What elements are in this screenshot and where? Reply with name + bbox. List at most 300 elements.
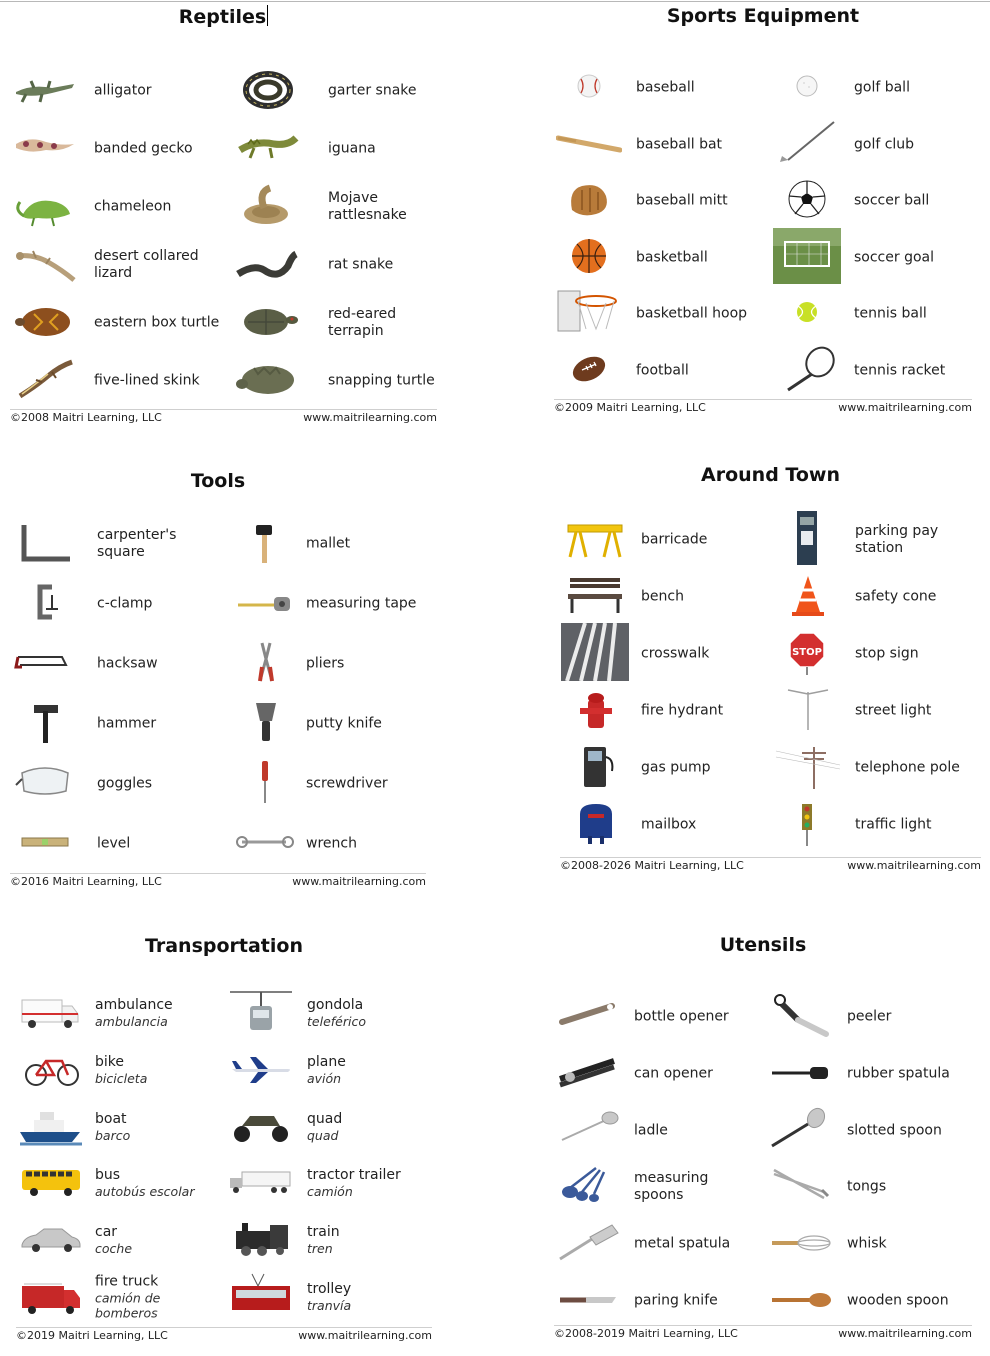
plane-icon-graphic	[228, 1045, 294, 1091]
card-label	[854, 136, 978, 153]
card-label	[94, 141, 228, 158]
trolley-icon	[226, 1271, 296, 1319]
card-label-spanish: camión	[307, 1184, 353, 1200]
pliers-icon-graphic	[232, 639, 298, 685]
card-label	[641, 760, 768, 777]
card-label	[306, 656, 432, 673]
metal-spatula-icon	[554, 1218, 624, 1266]
tongs-icon	[766, 1161, 836, 1209]
quad-icon-graphic	[228, 1102, 294, 1148]
card-label-spanish: teleférico	[307, 1014, 366, 1029]
card-box-turtle	[10, 297, 240, 349]
card-label-spanish: quad	[307, 1127, 339, 1143]
card-hammer	[10, 698, 240, 750]
rat-snake-icon	[232, 239, 302, 287]
card-label-text: measuring spoons	[634, 1170, 709, 1204]
card-label-text: hammer	[97, 715, 157, 732]
svg-text:STOP: STOP	[792, 647, 822, 658]
card-label-text: plane	[307, 1053, 346, 1070]
card-basketball	[554, 232, 784, 284]
card-fire-hydrant	[560, 685, 790, 737]
copyright-text: ©2016 Maitri Learning, LLC	[10, 875, 162, 888]
card-label-text: carpenter's square	[97, 527, 177, 560]
golf-ball-icon-graphic	[774, 63, 840, 109]
card-label	[641, 646, 768, 663]
card-label	[328, 190, 443, 224]
tongs-icon-graphic	[768, 1162, 834, 1208]
card-label	[854, 363, 978, 380]
card-safety-cone	[772, 571, 990, 623]
card-label-text: desert collared lizard	[94, 248, 199, 281]
card-gas-pump	[560, 742, 790, 794]
card-label	[636, 193, 768, 210]
quad-icon	[226, 1101, 296, 1149]
mailbox-icon-graphic	[562, 800, 628, 846]
card-label-text: bench	[641, 588, 684, 605]
snapping-turtle-icon-graphic	[234, 356, 300, 402]
card-label-text: boat	[95, 1110, 127, 1127]
card-carpenters-square	[10, 518, 240, 570]
gas-pump-icon-graphic	[562, 743, 628, 789]
card-label	[855, 646, 987, 663]
traffic-light-icon	[772, 799, 842, 847]
bike-icon-graphic	[18, 1045, 84, 1091]
panel-footer	[554, 1325, 972, 1340]
panel-title-text: Tools	[190, 470, 246, 492]
card-label-text: trolley	[307, 1281, 352, 1297]
card-label	[847, 1009, 978, 1026]
card-putty-knife	[230, 698, 460, 750]
card-label-text: telephone pole	[855, 759, 960, 776]
card-label-text: football	[636, 362, 689, 379]
garter-snake-icon-graphic	[234, 66, 300, 112]
panel-footer	[16, 1327, 432, 1342]
card-label	[306, 536, 432, 553]
paring-knife-icon	[554, 1275, 624, 1323]
card-label-spanish: tranvía	[307, 1298, 352, 1313]
c-clamp-icon-graphic	[12, 579, 78, 625]
card-label-text: golf club	[854, 136, 915, 153]
card-label	[307, 1281, 438, 1313]
card-label-text: measuring tape	[306, 595, 417, 612]
card-label	[636, 136, 768, 153]
card-ambulance	[16, 987, 246, 1039]
card-label	[306, 716, 432, 733]
tennis-ball-icon	[772, 288, 842, 336]
card-traffic-light	[772, 799, 990, 851]
card-label	[97, 716, 226, 733]
gecko-icon-graphic	[12, 124, 78, 170]
card-label	[854, 80, 978, 97]
card-label-text: wooden spoon	[847, 1292, 949, 1309]
card-train	[226, 1214, 456, 1266]
basketball-icon	[554, 232, 624, 280]
slotted-spoon-icon-graphic	[768, 1106, 834, 1152]
bench-icon-graphic	[562, 572, 628, 618]
card-car	[16, 1214, 246, 1266]
peeler-icon	[766, 991, 836, 1039]
card-label-text: putty knife	[306, 715, 382, 732]
card-c-clamp	[10, 578, 240, 630]
peeler-icon-graphic	[768, 992, 834, 1038]
card-label-spanish: bicicleta	[95, 1070, 148, 1086]
card-wrench	[230, 818, 460, 870]
skink-icon	[10, 355, 80, 403]
mallet-icon-graphic	[232, 519, 298, 565]
rattlesnake-icon-graphic	[234, 182, 300, 228]
card-pliers	[230, 638, 460, 690]
website-text: www.maitrilearning.com	[298, 1329, 432, 1342]
card-label	[97, 836, 226, 853]
bike-icon	[16, 1044, 86, 1092]
mallet-icon	[230, 518, 300, 566]
card-boat	[16, 1101, 246, 1153]
soccer-goal-icon	[772, 232, 842, 280]
card-tennis-racket	[772, 345, 990, 397]
card-label	[641, 532, 768, 549]
card-garter-snake	[232, 65, 462, 117]
stop-sign-icon-graphic	[774, 629, 840, 675]
card-can-opener	[554, 1048, 784, 1100]
card-label	[855, 760, 987, 777]
card-label	[855, 703, 987, 720]
barricade-icon-graphic	[562, 515, 628, 561]
card-label-text: whisk	[847, 1235, 887, 1252]
putty-knife-icon-graphic	[232, 699, 298, 745]
card-bus	[16, 1157, 246, 1209]
garter-snake-icon	[232, 65, 302, 113]
panel-title-text: Sports Equipment	[666, 5, 860, 27]
level-icon-graphic	[12, 819, 78, 865]
chameleon-icon	[10, 181, 80, 229]
card-label	[307, 1054, 438, 1086]
website-text: www.maitrilearning.com	[838, 401, 972, 414]
baseball-bat-icon-graphic	[556, 120, 622, 166]
card-soccer-goal	[772, 232, 990, 284]
metal-spatula-icon-graphic	[556, 1219, 622, 1265]
card-soccer-ball	[772, 175, 990, 227]
card-label	[307, 1224, 438, 1256]
card-label	[328, 373, 443, 390]
terrapin-icon-graphic	[234, 298, 300, 344]
putty-knife-icon	[230, 698, 300, 746]
card-slotted-spoon	[766, 1105, 990, 1157]
basketball-icon-graphic	[556, 233, 622, 279]
copyright-text: ©2008-2026 Maitri Learning, LLC	[560, 859, 744, 872]
card-tractor-trailer	[226, 1157, 456, 1209]
card-mallet	[230, 518, 460, 570]
panel-footer	[10, 873, 426, 888]
card-label	[634, 1065, 762, 1082]
card-label	[97, 656, 226, 673]
screwdriver-icon	[230, 758, 300, 806]
fire-hydrant-icon	[560, 685, 630, 733]
card-measuring-spoons	[554, 1161, 784, 1213]
card-label-text: traffic light	[855, 816, 932, 833]
card-label-text: goggles	[97, 775, 153, 792]
plane-icon	[226, 1044, 296, 1092]
card-basketball-hoop	[554, 288, 784, 340]
panel-transport	[16, 935, 432, 1345]
card-baseball-bat	[554, 119, 784, 171]
top-rule	[0, 1, 990, 2]
card-peeler	[766, 991, 990, 1043]
card-label	[634, 1236, 762, 1253]
card-label-text: tongs	[847, 1178, 887, 1195]
card-label	[636, 306, 768, 323]
card-label	[328, 257, 443, 274]
iguana-icon	[232, 123, 302, 171]
card-football	[554, 345, 784, 397]
card-barricade	[560, 514, 790, 566]
card-label	[306, 596, 432, 613]
ladle-icon-graphic	[556, 1106, 622, 1152]
baseball-icon	[554, 62, 624, 110]
card-label	[634, 1293, 762, 1310]
carpenters-square-icon-graphic	[12, 519, 78, 565]
card-label	[95, 1224, 222, 1256]
card-label-text: parking pay station	[855, 523, 939, 556]
ambulance-icon-graphic	[18, 988, 84, 1034]
card-whisk	[766, 1218, 990, 1270]
golf-club-icon	[772, 119, 842, 167]
rattlesnake-icon	[232, 181, 302, 229]
card-screwdriver	[230, 758, 460, 810]
card-label	[855, 589, 987, 606]
card-label	[95, 1274, 222, 1321]
alligator-icon	[10, 65, 80, 113]
card-label	[634, 1009, 762, 1026]
panel-tools	[10, 470, 426, 891]
panel-title	[560, 464, 981, 486]
card-plane	[226, 1044, 456, 1096]
card-snapping-turtle	[232, 355, 462, 407]
card-stop-sign	[772, 628, 990, 680]
tractor-trailer-icon-graphic	[228, 1158, 294, 1204]
card-label-text: quad	[307, 1110, 343, 1127]
goggles-icon-graphic	[12, 759, 78, 805]
panel-footer	[10, 409, 437, 424]
golf-club-icon-graphic	[774, 120, 840, 166]
soccer-ball-icon-graphic	[774, 176, 840, 222]
whisk-icon-graphic	[768, 1219, 834, 1265]
traffic-light-icon-graphic	[774, 800, 840, 846]
measuring-spoons-icon	[554, 1161, 624, 1209]
gecko-icon	[10, 123, 80, 171]
card-label-text: tractor trailer	[307, 1167, 401, 1184]
card-gecko	[10, 123, 240, 175]
card-label	[94, 83, 228, 100]
card-label-text: can opener	[634, 1065, 713, 1082]
baseball-mitt-icon	[554, 175, 624, 223]
card-goggles	[10, 758, 240, 810]
card-label-text: red-eared terrapin	[328, 306, 397, 339]
panel-title	[16, 935, 432, 957]
whisk-icon	[766, 1218, 836, 1266]
card-label	[847, 1293, 978, 1310]
measuring-tape-icon	[230, 578, 300, 626]
card-label	[855, 523, 987, 557]
panel-title-text: Around Town	[701, 464, 840, 486]
card-label-text: five-lined skink	[94, 372, 200, 389]
chameleon-icon-graphic	[12, 182, 78, 228]
skink-icon-graphic	[12, 356, 78, 402]
tennis-racket-icon-graphic	[774, 346, 840, 392]
panel-title	[10, 5, 437, 28]
rubber-spatula-icon-graphic	[768, 1049, 834, 1095]
card-bottle-opener	[554, 991, 784, 1043]
carpenters-square-icon	[10, 518, 80, 566]
card-label-spanish: tren	[307, 1241, 333, 1257]
card-label-text: golf ball	[854, 79, 910, 96]
bench-icon	[560, 571, 630, 619]
card-label	[95, 997, 222, 1029]
card-label-text: metal spatula	[634, 1235, 731, 1252]
card-label-text: baseball	[636, 79, 695, 96]
card-label	[306, 776, 432, 793]
card-label	[95, 1167, 222, 1199]
wrench-icon	[230, 818, 300, 866]
card-label	[636, 80, 768, 97]
card-bike	[16, 1044, 246, 1096]
card-label-text: stop sign	[855, 645, 919, 662]
card-label-text: bus	[95, 1167, 121, 1184]
card-label-text: screwdriver	[306, 775, 388, 792]
card-label-spanish: camión de bomberos	[95, 1290, 161, 1321]
gas-pump-icon	[560, 742, 630, 790]
card-label	[307, 1111, 438, 1143]
gondola-icon	[226, 987, 296, 1035]
card-label	[97, 596, 226, 613]
card-label-text: gondola	[307, 997, 364, 1013]
card-iguana	[232, 123, 462, 175]
card-label-text: eastern box turtle	[94, 314, 220, 331]
card-label-spanish: ambulancia	[95, 1014, 168, 1029]
card-label-spanish: barco	[95, 1127, 131, 1143]
panel-title	[554, 934, 972, 956]
copyright-text: ©2009 Maitri Learning, LLC	[554, 401, 706, 414]
card-parking-station	[772, 514, 990, 566]
card-label-text: barricade	[641, 531, 708, 548]
train-icon-graphic	[228, 1215, 294, 1261]
baseball-bat-icon	[554, 119, 624, 167]
card-label	[847, 1065, 978, 1082]
panel-title-text: Reptiles	[178, 6, 267, 28]
bus-icon-graphic	[18, 1158, 84, 1204]
pliers-icon	[230, 638, 300, 686]
card-label-text: mailbox	[641, 816, 697, 833]
card-label-text: baseball bat	[636, 136, 723, 153]
bus-icon	[16, 1157, 86, 1205]
card-label	[847, 1122, 978, 1139]
box-turtle-icon-graphic	[12, 298, 78, 344]
card-label-text: banded gecko	[94, 140, 193, 157]
lizard-icon-graphic	[12, 240, 78, 286]
street-light-icon	[772, 685, 842, 733]
wooden-spoon-icon	[766, 1275, 836, 1323]
card-label-text: gas pump	[641, 759, 711, 776]
goggles-icon	[10, 758, 80, 806]
card-label-text: baseball mitt	[636, 192, 728, 209]
panel-town	[560, 464, 981, 875]
tennis-racket-icon	[772, 345, 842, 393]
card-measuring-tape	[230, 578, 460, 630]
panel-title-text: Utensils	[719, 934, 807, 956]
card-label	[97, 776, 226, 793]
telephone-pole-icon	[772, 742, 842, 790]
parking-station-icon-graphic	[787, 509, 827, 567]
football-icon	[554, 345, 624, 393]
bottle-opener-icon-graphic	[556, 992, 622, 1038]
panel-footer	[554, 399, 972, 414]
card-label	[307, 997, 438, 1029]
hammer-icon	[10, 698, 80, 746]
rubber-spatula-icon	[766, 1048, 836, 1096]
card-label-text: tennis ball	[854, 305, 927, 322]
card-label-text: peeler	[847, 1008, 892, 1025]
football-icon-graphic	[556, 346, 622, 392]
alligator-icon-graphic	[12, 66, 78, 112]
card-label	[854, 306, 978, 323]
card-label	[854, 193, 978, 210]
card-lizard	[10, 239, 240, 291]
copyright-text: ©2008 Maitri Learning, LLC	[10, 411, 162, 424]
card-golf-ball	[772, 62, 990, 114]
card-label	[641, 589, 768, 606]
card-label-text: chameleon	[94, 198, 172, 215]
fire-hydrant-icon-graphic	[562, 686, 628, 732]
can-opener-icon-graphic	[556, 1049, 622, 1095]
card-tennis-ball	[772, 288, 990, 340]
card-label-text: crosswalk	[641, 645, 710, 662]
card-label	[854, 249, 978, 266]
boat-icon-graphic	[18, 1102, 84, 1148]
card-label-text: level	[97, 835, 131, 852]
card-label	[328, 83, 443, 100]
card-label-text: street light	[855, 702, 932, 719]
card-label	[634, 1122, 762, 1139]
card-rattlesnake	[232, 181, 462, 233]
boat-icon	[16, 1101, 86, 1149]
card-label-text: fire truck	[95, 1273, 159, 1290]
card-label	[855, 817, 987, 834]
card-label	[94, 373, 228, 390]
fire-truck-icon	[16, 1271, 86, 1319]
golf-ball-icon	[772, 62, 842, 110]
tractor-trailer-icon	[226, 1157, 296, 1205]
card-label-text: rubber spatula	[847, 1065, 950, 1082]
crosswalk-icon	[560, 628, 630, 676]
card-wooden-spoon	[766, 1275, 990, 1327]
card-label	[636, 249, 768, 266]
card-label-text: car	[95, 1224, 118, 1241]
card-label-text: pliers	[306, 655, 345, 672]
card-baseball-mitt	[554, 175, 784, 227]
panel-footer	[560, 857, 981, 872]
train-icon	[226, 1214, 296, 1262]
card-label-text: alligator	[94, 82, 152, 99]
panel-title	[554, 5, 972, 27]
measuring-spoons-icon-graphic	[556, 1162, 622, 1208]
card-skink	[10, 355, 240, 407]
iguana-icon-graphic	[234, 124, 300, 170]
crosswalk-icon-graphic	[561, 623, 629, 681]
card-label-text: bike	[95, 1053, 124, 1070]
card-label	[634, 1170, 762, 1204]
card-label-text: safety cone	[855, 588, 937, 605]
ladle-icon	[554, 1105, 624, 1153]
card-label-text: soccer goal	[854, 249, 934, 266]
